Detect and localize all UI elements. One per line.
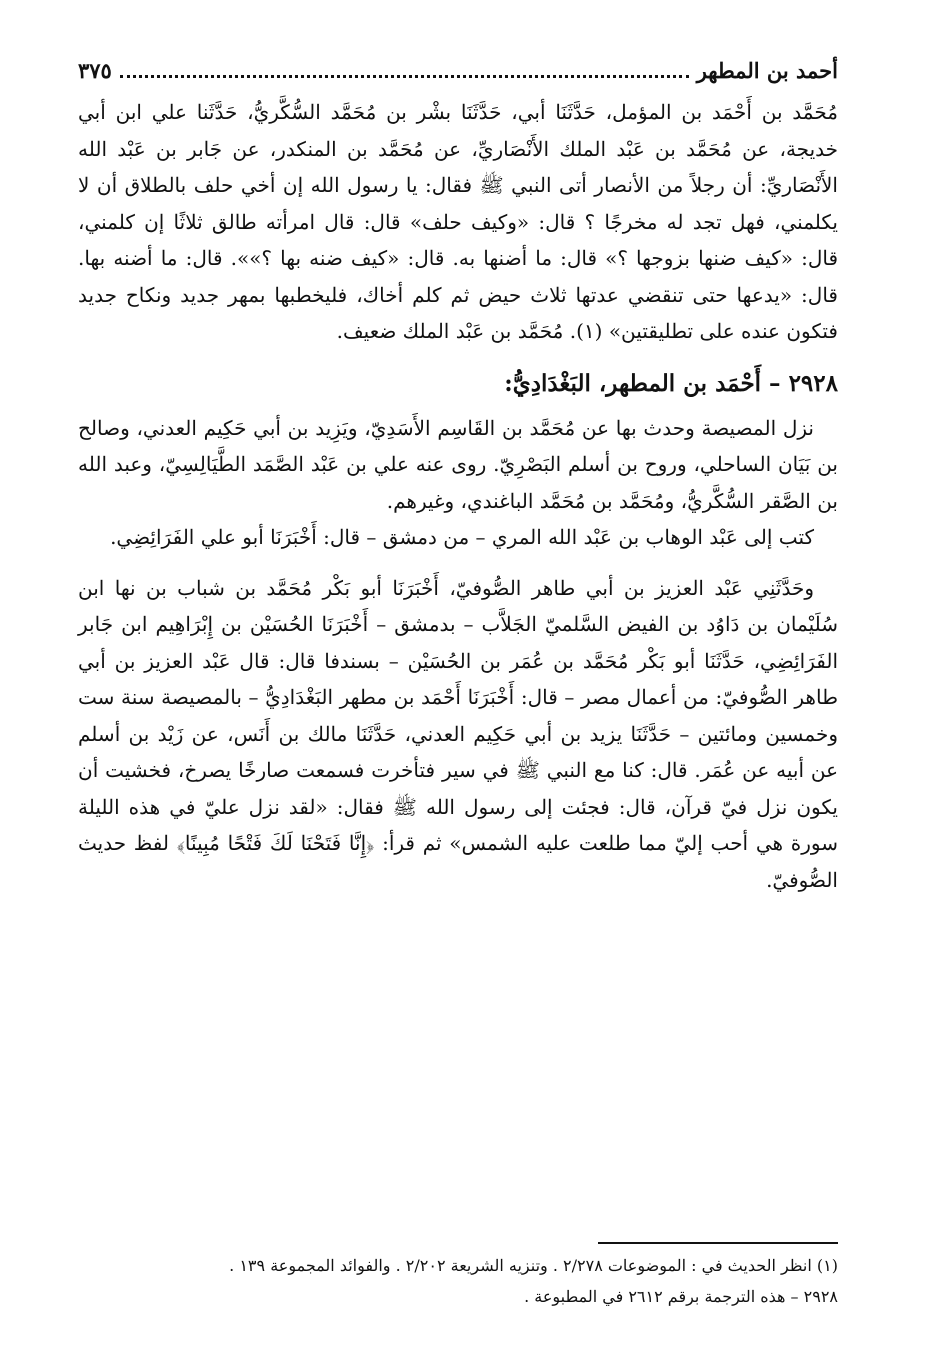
paragraph-gap (78, 556, 838, 570)
entry-title: ٢٩٢٨ – أَحْمَد بن المطهر، البَغْدَادِيُّ: (504, 369, 838, 397)
footnotes (78, 1242, 838, 1312)
running-header (78, 58, 838, 84)
paragraph-chain-1: كتب إلى عَبْد الوهاب بن عَبْد الله المري – من دمشق – قال: أَخْبَرَنَا أبو علي الفَرَائِضِي. (110, 525, 814, 549)
paragraph-biography: نزل المصيصة وحدث بها عن مُحَمَّد بن القَاسِم الأَسَدِيّ، ويَزِيد بن أبي حَكِيم العدني، وصالح بن بَيَان الساحلي، وروح بن أسلم البَصْرِيّ. روى عنه علي بن عَبْد الصَّمَد الطَّيَالِسِيّ، وعبد الله بن الصَّقر السُّكَّريُّ، ومُحَمَّد بن مُحَمَّد الباغندي، وغيرهم. (78, 415, 838, 513)
paragraph-chain-2: وحَدَّثَنِي عَبْد العزيز بن أبي طاهر الصُّوفيّ، أَخْبَرَنَا أبو بَكْر مُحَمَّد بن شباب بن نها ابن سُلَيْمان بن دَاوُد بن الفيض السَّلميّ الجَلاَّب – بدمشق – أَخْبَرَنَا الحُسَيْن بن إِبْرَاهِيم ابن جَابر الفَرَائِضِي، حَدَّثَنَا أبو بَكْر مُحَمَّد بن عُمَر بن الحُسَيْن – بسندفا قال: قال عَبْد العزيز بن أبي طاهر الصُّوفيّ: من أعمال مصر – قال: أَخْبَرَنَا أَحْمَد بن مطهر البَغْدَادِيُّ – بالمصيصة سنة ست وخمسين ومائتين – حَدَّثَنَا يزيد بن أبي حَكِيم العدني، حَدَّثَنَا مالك بن أَنَس، عن زَيْد بن أسلم عن أبيه عن عُمَر. قال: كنا مع النبي ﷺ في سير فتأخرت فسمعت صارخًا يصرخ، فخشيت أن يكون نزل فيّ قرآن، قال: فجئت إلى رسول الله ﷺ فقال: «لقد نزل عليّ في هذه الليلة سورة هي أحب إليّ مما طلعت عليه الشمس» ثم قرأ: ﴿إِنَّا فَتَحْنَا لَكَ فَتْحًا مُبِينًا﴾ لفظ حديث الصُّوفيّ. (78, 575, 838, 892)
page-number: ٣٧٥ (78, 58, 112, 83)
leader-dots (120, 75, 689, 78)
footnote-rule (598, 1242, 838, 1244)
body-text (78, 94, 838, 898)
page (78, 58, 838, 898)
footnote-2: ٢٩٢٨ – هذه الترجمة برقم ٢٦١٢ في المطبوعة . (524, 1287, 838, 1306)
paragraph-hadith-1: مُحَمَّد بن أَحْمَد بن المؤمل، حَدَّثَنَا أبي، حَدَّثَنَا بشْر بن مُحَمَّد السُّكَّريُّ، حَدَّثَنا علي ابن أبي خديجة، عن مُحَمَّد بن عَبْد الملك الأَنْصَاريِّ، عن مُحَمَّد بن المنكدر، عن جَابر بن عَبْد الله الأَنْصَاريِّ: أن رجلاً من الأنصار أتى النبي ﷺ فقال: يا رسول الله إن أخي حلف بالطلاق أن لا يكلمني، فهل تجد له مخرجًا ؟ قال: «وكيف حلف» قال: قال امرأته طالق ثلاثًا إن كلمني، قال: «كيف ضنها بزوجها ؟» قال: ما أضنها به. قال: «كيف ضنه بها ؟»». قال: ما أضنه بها. قال: «يدعها حتى تنقضي عدتها ثلاث حيض ثم كلم أخاك، فليخطبها بمهر جديد ونكاح جديد فتكون عنده على تطليقتين» (١). مُحَمَّد بن عَبْد الملك ضعيف. (78, 100, 838, 343)
footnote-1: (١) انظر الحديث في : الموضوعات ٢/٢٧٨ . وتنزيه الشريعة ٢/٢٠٢ . والفوائد المجموعة ١٣٩ . (229, 1256, 838, 1275)
running-title: أحمد بن المطهر (696, 58, 838, 83)
